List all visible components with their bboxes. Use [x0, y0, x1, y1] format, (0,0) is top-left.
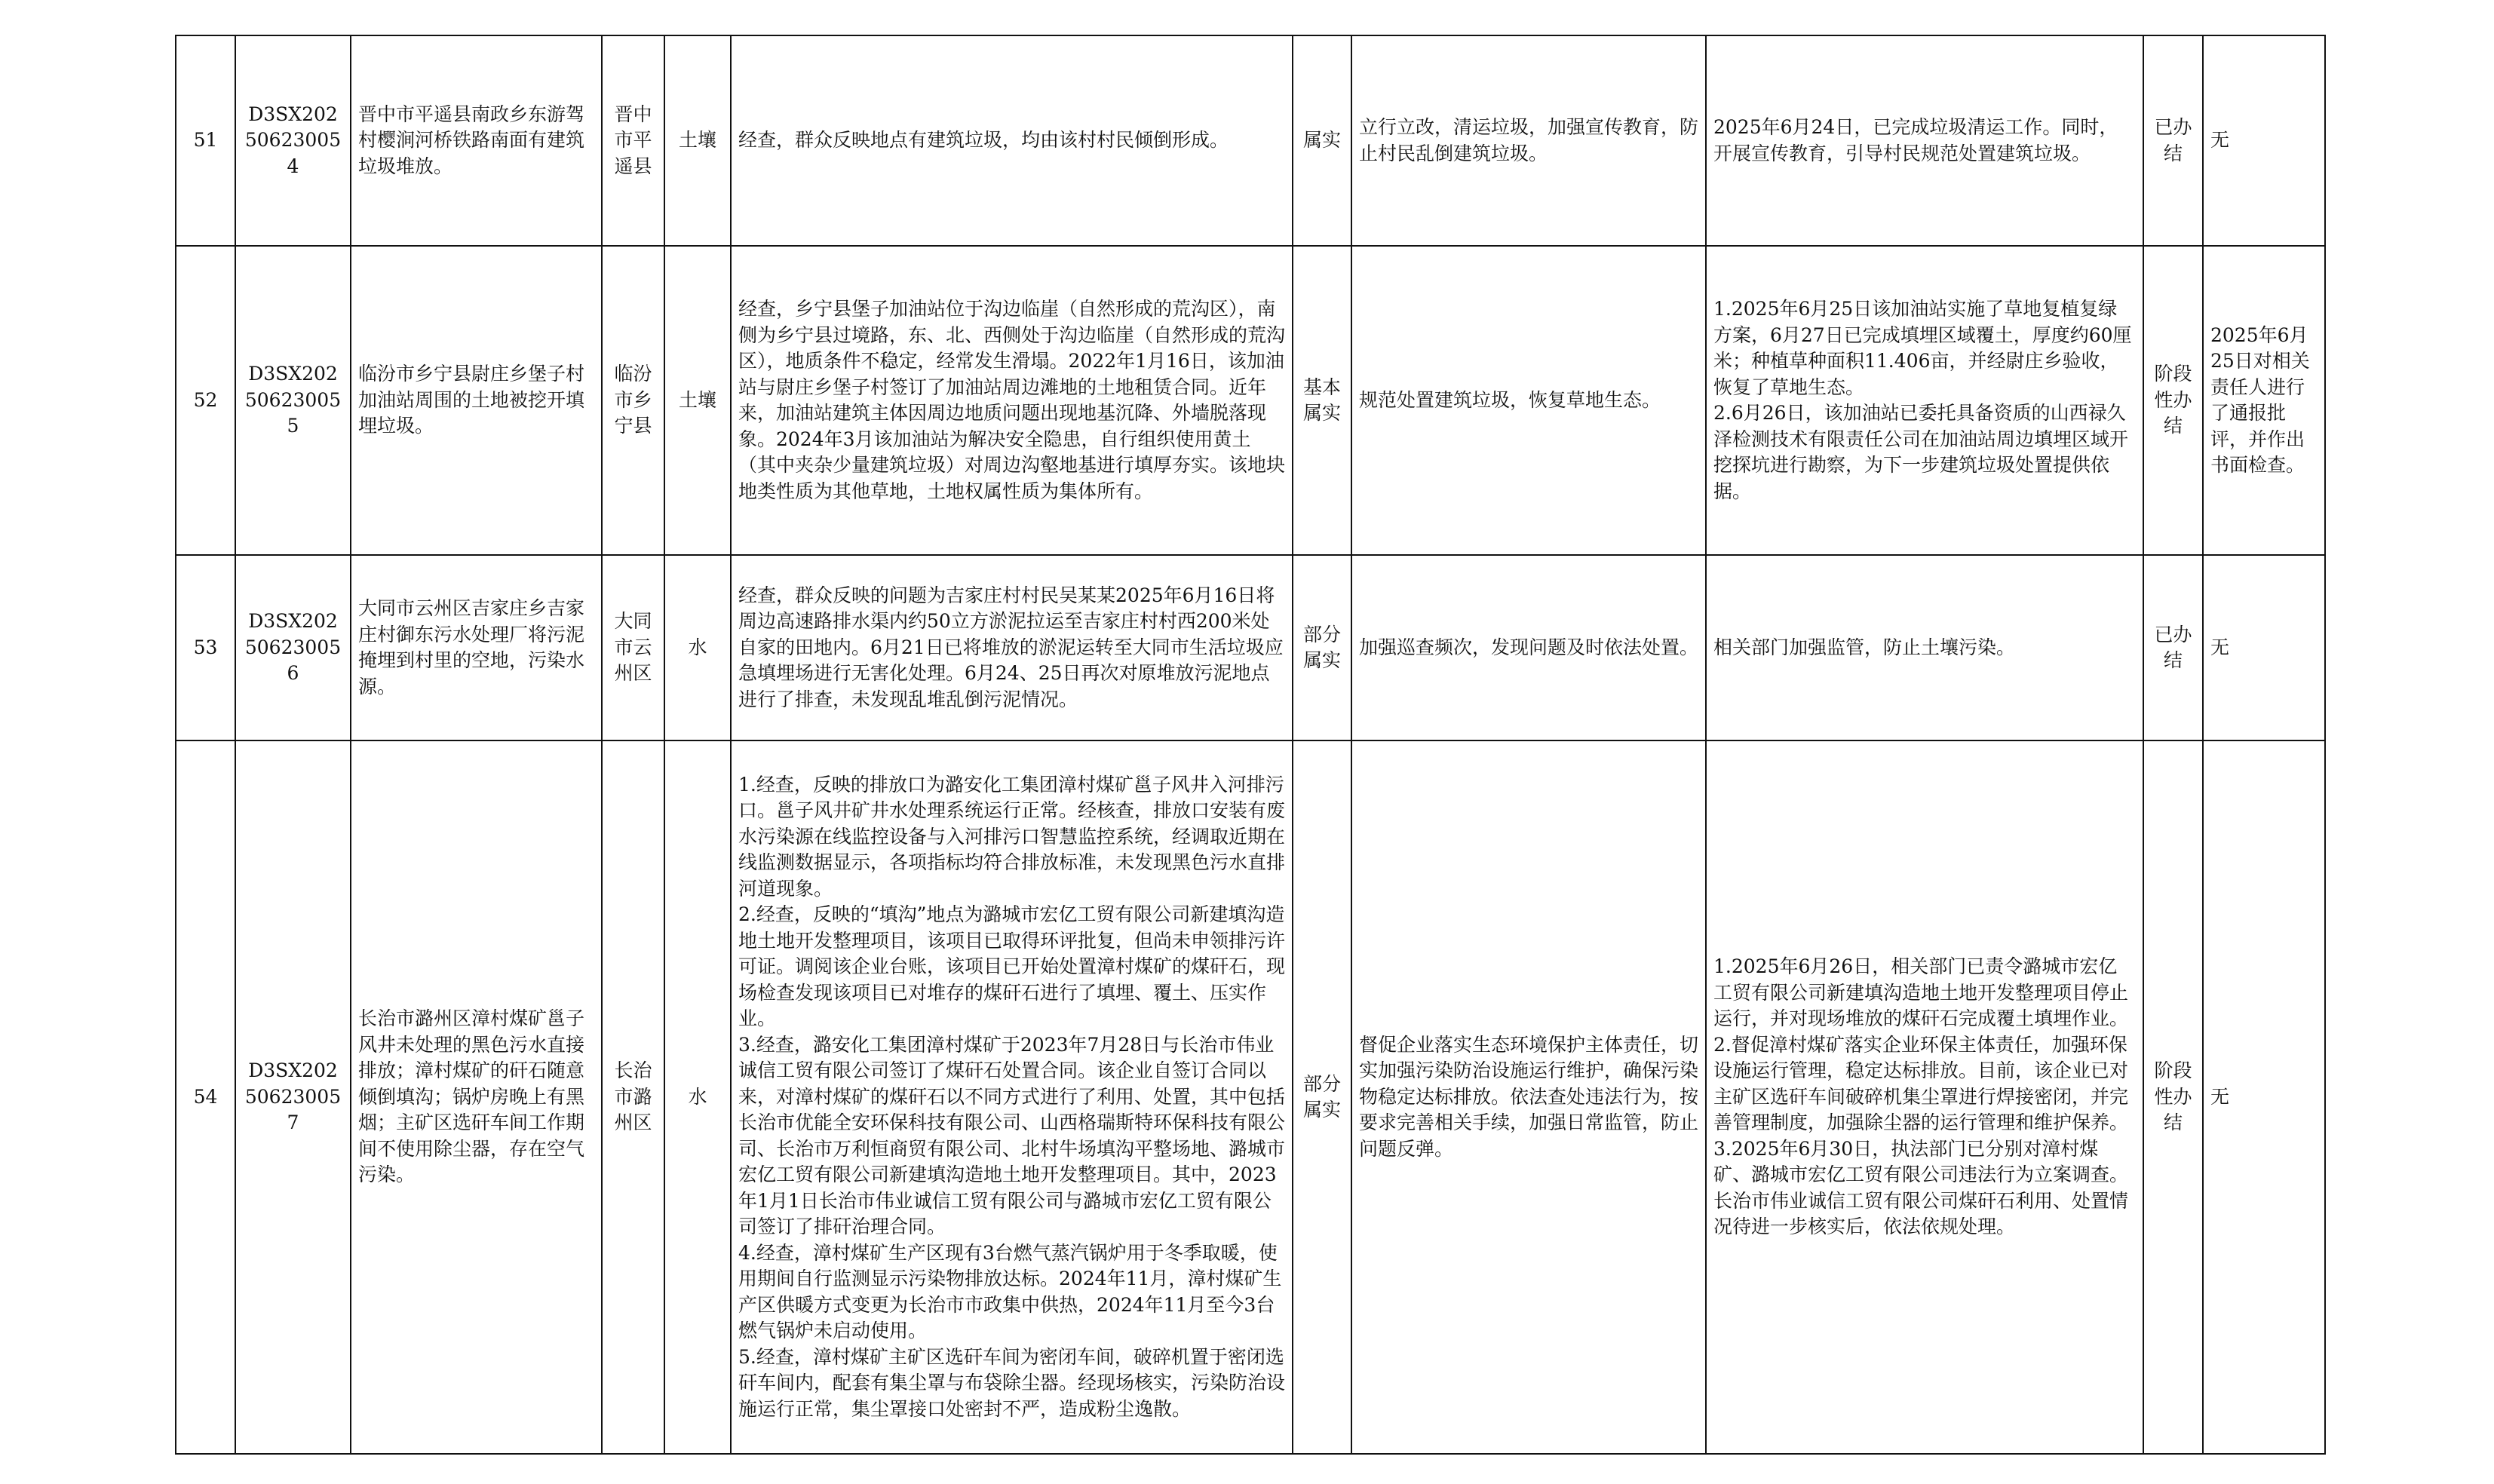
findings-paragraph: 经查，群众反映地点有建筑垃圾，均由该村村民倾倒形成。: [738, 129, 1229, 152]
progress-paragraph: 2.6月26日，该加油站已委托具备资质的山西禄久泽检测技术有限责任公司在加油站周边填埋区域开挖探坑进行勘察，为下一步建筑垃圾处置提供依据。: [1713, 402, 2129, 502]
rectification-progress: [1706, 740, 2143, 1454]
rectification-measures: 督促企业落实生态环境保护主体责任，切实加强污染防治设施运行维护，确保污染物稳定达标排放。依法查处违法行为，按要求完善相关手续，加强日常监管，防止问题反弹。: [1351, 740, 1706, 1454]
findings-paragraph: 1.经查，反映的排放口为潞安化工集团漳村煤矿邕子风井入河排污口。邕子风井矿井水处理系统运行正常。经核查，排放口安装有废水污染源在线监控设备与入河排污口智慧监控系统，经调取近期在线监测数据显示，各项指标均符合排放标准，未发现黑色污水直排河道现象。: [738, 773, 1286, 900]
investigation-findings: [731, 555, 1293, 740]
case-code: D3SX202506230054: [235, 35, 351, 246]
accountability: 2025年6月25日对相关责任人进行了通报批评，并作出书面检查。: [2203, 246, 2325, 555]
accountability: 无: [2203, 740, 2325, 1454]
rectification-progress: [1706, 35, 2143, 246]
findings-paragraph: 3.经查，潞安化工集团漳村煤矿于2023年7月28日与长治市伟业诚信工贸有限公司签订了煤矸石处置合同。该企业自签订合同以来，对漳村煤矿的煤矸石以不同方式进行了利用、处置，其中包括长治市优能全安环保科技有限公司、山西格瑞斯特环保科技有限公司、长治市万利恒商贸有限公司、北村牛场填沟平整场地、潞城市宏亿工贸有限公司新建填沟造地土地开发整理项目。其中，2023年1月1日长治市伟业诚信工贸有限公司与潞城市宏亿工贸有限公司签订了排矸治理合同。: [738, 1033, 1286, 1238]
verification-result: 部分属实: [1293, 555, 1351, 740]
region: 大同市云州区: [602, 555, 664, 740]
region: 临汾市乡宁县: [602, 246, 664, 555]
findings-paragraph: 2.经查，反映的“填沟”地点为潞城市宏亿工贸有限公司新建填沟造地土地开发整理项目，该项目已取得环评批复，但尚未申领排污许可证。调阅该企业台账，该项目已开始处置漳村煤矿的煤矸石，现场检查发现该项目已对堆存的煤矸石进行了填埋、覆土、压实作业。: [738, 903, 1286, 1030]
table-row: [176, 246, 2325, 555]
issue-description: 长治市潞州区漳村煤矿邕子风井未处理的黑色污水直接排放；漳村煤矿的矸石随意倾倒填沟；锅炉房晚上有黑烟；主矿区选矸车间工作期间不使用除尘器，存在空气污染。: [351, 740, 602, 1454]
table-row: [176, 35, 2325, 246]
accountability: 无: [2203, 555, 2325, 740]
region: 长治市潞州区: [602, 740, 664, 1454]
investigation-findings: [731, 35, 1293, 246]
complaint-table: [175, 35, 2326, 1455]
row-number: 54: [176, 740, 235, 1454]
rectification-measures: 加强巡查频次，发现问题及时依法处置。: [1351, 555, 1706, 740]
verification-result: 部分属实: [1293, 740, 1351, 1454]
case-code: D3SX202506230057: [235, 740, 351, 1454]
case-status: 阶段性办结: [2143, 246, 2203, 555]
verification-result: 基本属实: [1293, 246, 1351, 555]
pollution-type: 土壤: [664, 35, 731, 246]
issue-description: 晋中市平遥县南政乡东游驾村樱涧河桥铁路南面有建筑垃圾堆放。: [351, 35, 602, 246]
progress-paragraph: 1.2025年6月25日该加油站实施了草地复植复绿方案，6月27日已完成填埋区域覆土，厚度约60厘米；种植草种面积11.406亩，并经尉庄乡验收，恢复了草地生态。: [1713, 298, 2132, 398]
progress-paragraph: 2.督促漳村煤矿落实企业环保主体责任，加强环保设施运行管理，稳定达标排放。目前，该企业已对主矿区选矸车间破碎机集尘罩进行焊接密闭，并完善管理制度，加强除尘器的运行管理和维护保养。: [1713, 1033, 2129, 1134]
row-number: 53: [176, 555, 235, 740]
case-status: 阶段性办结: [2143, 740, 2203, 1454]
row-number: 52: [176, 246, 235, 555]
case-status: 已办结: [2143, 35, 2203, 246]
region: 晋中市平遥县: [602, 35, 664, 246]
findings-paragraph: 5.经查，漳村煤矿主矿区选矸车间为密闭车间，破碎机置于密闭选矸车间内，配套有集尘罩与布袋除尘器。经现场核实，污染防治设施运行正常，集尘罩接口处密封不严，造成粉尘逸散。: [738, 1345, 1286, 1420]
rectification-measures: 立行立改，清运垃圾，加强宣传教育，防止村民乱倒建筑垃圾。: [1351, 35, 1706, 246]
findings-paragraph: 经查，群众反映的问题为吉家庄村村民吴某某2025年6月16日将周边高速路排水渠内约50立方淤泥拉运至吉家庄村村西200米处自家的田地内。6月21日已将堆放的淤泥运转至大同市生活垃圾应急填埋场进行无害化处理。6月24、25日再次对原堆放污泥地点进行了排查，未发现乱堆乱倒污泥情况。: [738, 584, 1284, 710]
findings-paragraph: 经查，乡宁县堡子加油站位于沟边临崖（自然形成的荒沟区），南侧为乡宁县过境路，东、北、西侧处于沟边临崖（自然形成的荒沟区），地质条件不稳定，经常发生滑塌。2022年1月16日，该加油站与尉庄乡堡子村签订了加油站周边滩地的土地租赁合同。近年来，加油站建筑主体因周边地质问题出现地基沉降、外墙脱落现象。2024年3月该加油站为解决安全隐患，自行组织使用黄土（其中夹杂少量建筑垃圾）对周边沟壑地基进行填厚夯实。该地块地类性质为其他草地，土地权属性质为集体所有。: [738, 298, 1286, 502]
verification-result: 属实: [1293, 35, 1351, 246]
findings-paragraph: 4.经查，漳村煤矿生产区现有3台燃气蒸汽锅炉用于冬季取暖，使用期间自行监测显示污染物排放达标。2024年11月，漳村煤矿生产区供暖方式变更为长治市市政集中供热，2024年11月至今3台燃气锅炉未启动使用。: [738, 1241, 1282, 1342]
pollution-type: 土壤: [664, 246, 731, 555]
accountability: 无: [2203, 35, 2325, 246]
issue-description: 大同市云州区吉家庄乡吉家庄村御东污水处理厂将污泥掩埋到村里的空地，污染水源。: [351, 555, 602, 740]
progress-paragraph: 3.2025年6月30日，执法部门已分别对漳村煤矿、潞城市宏亿工贸有限公司违法行为立案调查。长治市伟业诚信工贸有限公司煤矸石利用、处置情况待进一步核实后，依法依规处理。: [1713, 1137, 2129, 1238]
issue-description: 临汾市乡宁县尉庄乡堡子村加油站周围的土地被挖开填埋垃圾。: [351, 246, 602, 555]
investigation-findings: [731, 246, 1293, 555]
progress-paragraph: 2025年6月24日，已完成垃圾清运工作。同时，开展宣传教育，引导村民规范处置建筑垃圾。: [1713, 116, 2118, 164]
progress-paragraph: 相关部门加强监管，防止土壤污染。: [1713, 636, 2016, 658]
table-row: [176, 555, 2325, 740]
investigation-findings: [731, 740, 1293, 1454]
case-code: D3SX202506230056: [235, 555, 351, 740]
case-status: 已办结: [2143, 555, 2203, 740]
table-row: [176, 740, 2325, 1454]
pollution-type: 水: [664, 555, 731, 740]
rectification-measures: 规范处置建筑垃圾，恢复草地生态。: [1351, 246, 1706, 555]
case-code: D3SX202506230055: [235, 246, 351, 555]
progress-paragraph: 1.2025年6月26日，相关部门已责令潞城市宏亿工贸有限公司新建填沟造地土地开发整理项目停止运行，并对现场堆放的煤矸石完成覆土填埋作业。: [1713, 955, 2129, 1030]
rectification-progress: [1706, 246, 2143, 555]
row-number: 51: [176, 35, 235, 246]
pollution-type: 水: [664, 740, 731, 1454]
rectification-progress: [1706, 555, 2143, 740]
